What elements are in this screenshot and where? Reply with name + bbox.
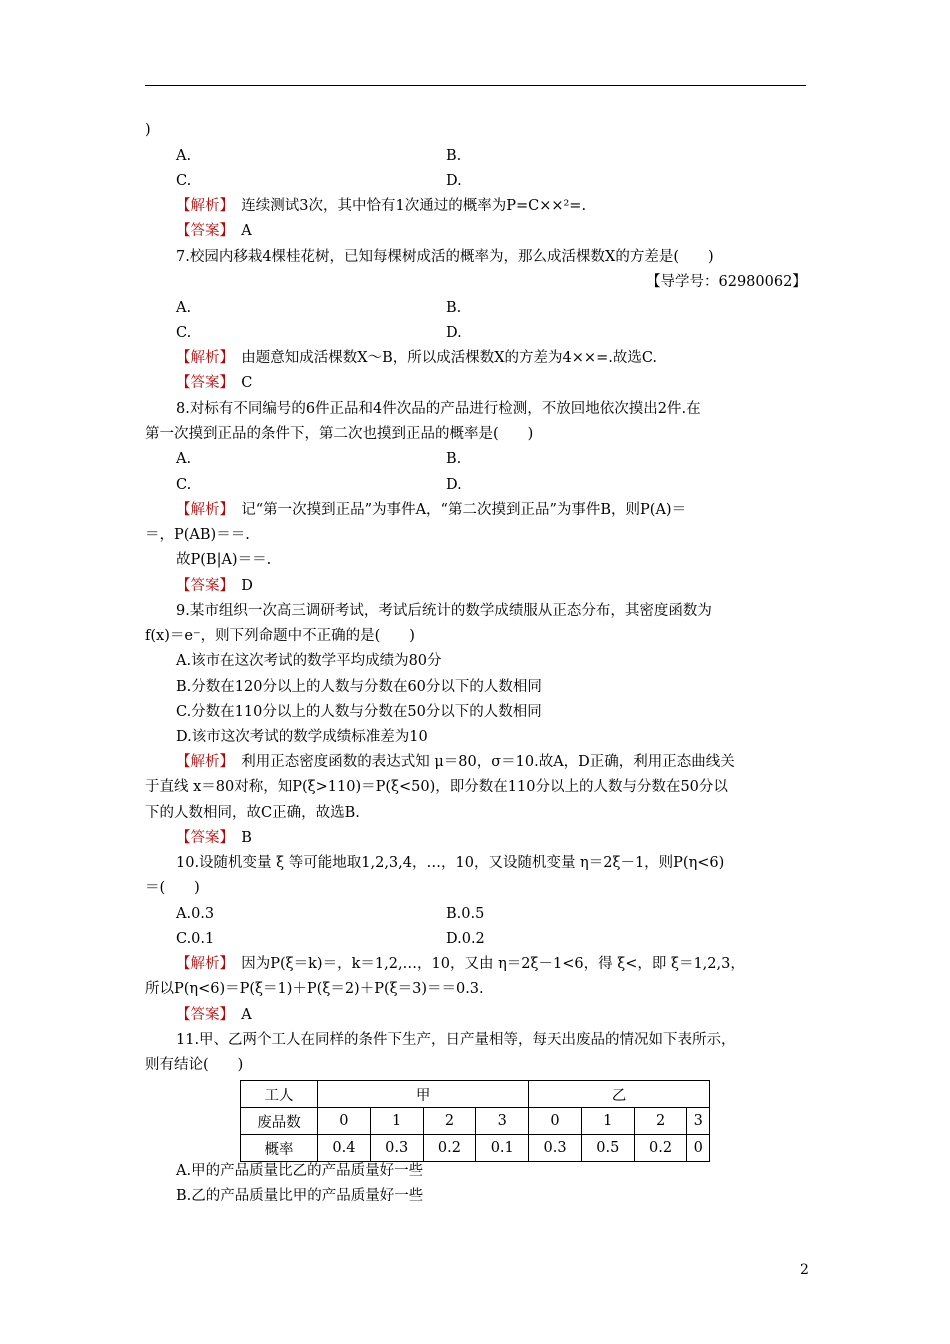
question-11-line1: 11.甲、乙两个工人在同样的条件下生产，日产量相等，每天出废品的情况如下表所示，	[176, 1032, 736, 1048]
option-b: B.0.5	[446, 906, 485, 922]
analysis-text-line2: ＝，P(AB)＝＝.	[145, 527, 250, 543]
option-c: C.0.1	[176, 931, 215, 947]
option-a: A.	[176, 451, 192, 467]
option-b: B.	[446, 451, 462, 467]
option-b: B.乙的产品质量比甲的产品质量好一些	[176, 1188, 424, 1204]
analysis-tag: 【解析】	[176, 350, 227, 366]
analysis-text: 因为P(ξ＝k)＝，k＝1,2,…，10，又由 η＝2ξ－1<6，得 ξ<，即 ξ＝1,2,3，	[241, 956, 745, 972]
option-c: C.	[176, 477, 192, 493]
option-a: A.	[176, 148, 192, 164]
table-cell: 2	[423, 1108, 476, 1135]
page-number: 2	[800, 1262, 809, 1278]
table-header-cell: 乙	[529, 1081, 710, 1108]
guide-number: 【导学号：62980062】	[646, 274, 807, 290]
option-c: C.	[176, 325, 192, 341]
analysis-text-line3: 下的人数相同，故C正确，故选B.	[145, 805, 360, 821]
analysis-text-line3: 故P(B|A)＝＝.	[176, 552, 272, 568]
question-8-line2: 第一次摸到正品的条件下，第二次也摸到正品的概率是( )	[145, 426, 534, 442]
analysis-line	[176, 752, 735, 772]
table-cell: 0.5	[581, 1135, 634, 1162]
table-row	[241, 1135, 710, 1162]
analysis-line	[176, 196, 586, 216]
analysis-text-line2: 所以P(η<6)＝P(ξ＝1)＋P(ξ＝2)＋P(ξ＝3)＝＝0.3.	[145, 981, 484, 997]
option-a: A.该市在这次考试的数学平均成绩为80分	[176, 653, 442, 669]
table-cell: 3	[687, 1108, 710, 1135]
analysis-text: 记“第一次摸到正品”为事件A，“第二次摸到正品”为事件B，则P(A)＝	[241, 502, 687, 518]
table-cell: 0	[687, 1135, 710, 1162]
table-cell: 1	[370, 1108, 423, 1135]
analysis-line	[176, 348, 657, 368]
table-row	[241, 1081, 710, 1108]
analysis-tag: 【解析】	[176, 502, 227, 518]
analysis-text: 由题意知成活棵数X～B，所以成活棵数X的方差为4××=.故选C.	[241, 350, 658, 366]
option-a: A.	[176, 300, 192, 316]
answer-tag: 【答案】	[176, 223, 227, 239]
option-b: B.	[446, 148, 462, 164]
question-9-line2: f(x)＝e⁻，则下列命题中不正确的是( )	[145, 628, 415, 644]
option-a: A.0.3	[176, 906, 215, 922]
answer-tag: 【答案】	[176, 375, 227, 391]
table-row	[241, 1108, 710, 1135]
analysis-line	[176, 500, 686, 520]
defect-table	[240, 1080, 710, 1162]
table-cell: 1	[581, 1108, 634, 1135]
option-d: D.	[446, 325, 462, 341]
option-c: C.分数在110分以上的人数与分数在50分以下的人数相同	[176, 704, 542, 720]
analysis-tag: 【解析】	[176, 198, 227, 214]
table-cell: 0.2	[423, 1135, 476, 1162]
question-7: 7.校园内移栽4棵桂花树，已知每棵树成活的概率为，那么成活棵数X的方差是( )	[176, 249, 714, 265]
answer-text: A	[241, 223, 252, 239]
answer-text: B	[241, 830, 252, 846]
answer-tag: 【答案】	[176, 578, 227, 594]
answer-line	[176, 373, 252, 393]
header-rule	[145, 85, 806, 86]
analysis-text-line2: 于直线 x＝80对称，知P(ξ>110)＝P(ξ<50)，即分数在110分以上的人数与分数在50分以	[145, 779, 728, 795]
table-cell: 0	[318, 1108, 371, 1135]
table-cell: 0.3	[529, 1135, 582, 1162]
analysis-line	[176, 954, 745, 974]
question-11-line2: 则有结论( )	[145, 1057, 244, 1073]
option-d: D.0.2	[446, 931, 485, 947]
question-9-line1: 9.某市组织一次高三调研考试，考试后统计的数学成绩服从正态分布，其密度函数为	[176, 603, 712, 619]
option-d: D.	[446, 477, 462, 493]
question-10-line2: ＝( )	[145, 880, 200, 896]
table-row-label: 废品数	[241, 1108, 318, 1135]
answer-line	[176, 828, 252, 848]
answer-text: A	[241, 1007, 252, 1023]
option-d: D.该市这次考试的数学成绩标准差为10	[176, 729, 428, 745]
table-cell: 0.3	[370, 1135, 423, 1162]
text-line: )	[145, 122, 151, 138]
answer-line	[176, 221, 252, 241]
option-b: B.分数在120分以上的人数与分数在60分以下的人数相同	[176, 679, 542, 695]
table-row-label: 概率	[241, 1135, 318, 1162]
option-c: C.	[176, 173, 192, 189]
table-cell: 2	[634, 1108, 687, 1135]
question-8-line1: 8.对标有不同编号的6件正品和4件次品的产品进行检测，不放回地依次摸出2件.在	[176, 401, 701, 417]
option-a: A.甲的产品质量比乙的产品质量好一些	[176, 1163, 424, 1179]
answer-text: D	[241, 578, 253, 594]
answer-line	[176, 1005, 252, 1025]
table-cell: 0.2	[634, 1135, 687, 1162]
table-header-cell: 工人	[241, 1081, 318, 1108]
table-cell: 0.4	[318, 1135, 371, 1162]
answer-text: C	[241, 375, 253, 391]
answer-tag: 【答案】	[176, 830, 227, 846]
answer-tag: 【答案】	[176, 1007, 227, 1023]
table-cell: 3	[476, 1108, 529, 1135]
answer-line	[176, 576, 253, 596]
analysis-tag: 【解析】	[176, 956, 227, 972]
analysis-text: 连续测试3次，其中恰有1次通过的概率为P=C××²=.	[241, 198, 587, 214]
question-10-line1: 10.设随机变量 ξ 等可能地取1,2,3,4，…，10，又设随机变量 η＝2ξ－1，则P(η<6)	[176, 855, 725, 871]
table-cell: 0.1	[476, 1135, 529, 1162]
option-b: B.	[446, 300, 462, 316]
table-header-cell: 甲	[318, 1081, 529, 1108]
option-d: D.	[446, 173, 462, 189]
table-cell: 0	[529, 1108, 582, 1135]
analysis-text: 利用正态密度函数的表达式知 μ＝80，σ＝10.故A，D正确，利用正态曲线关	[241, 754, 735, 770]
analysis-tag: 【解析】	[176, 754, 227, 770]
